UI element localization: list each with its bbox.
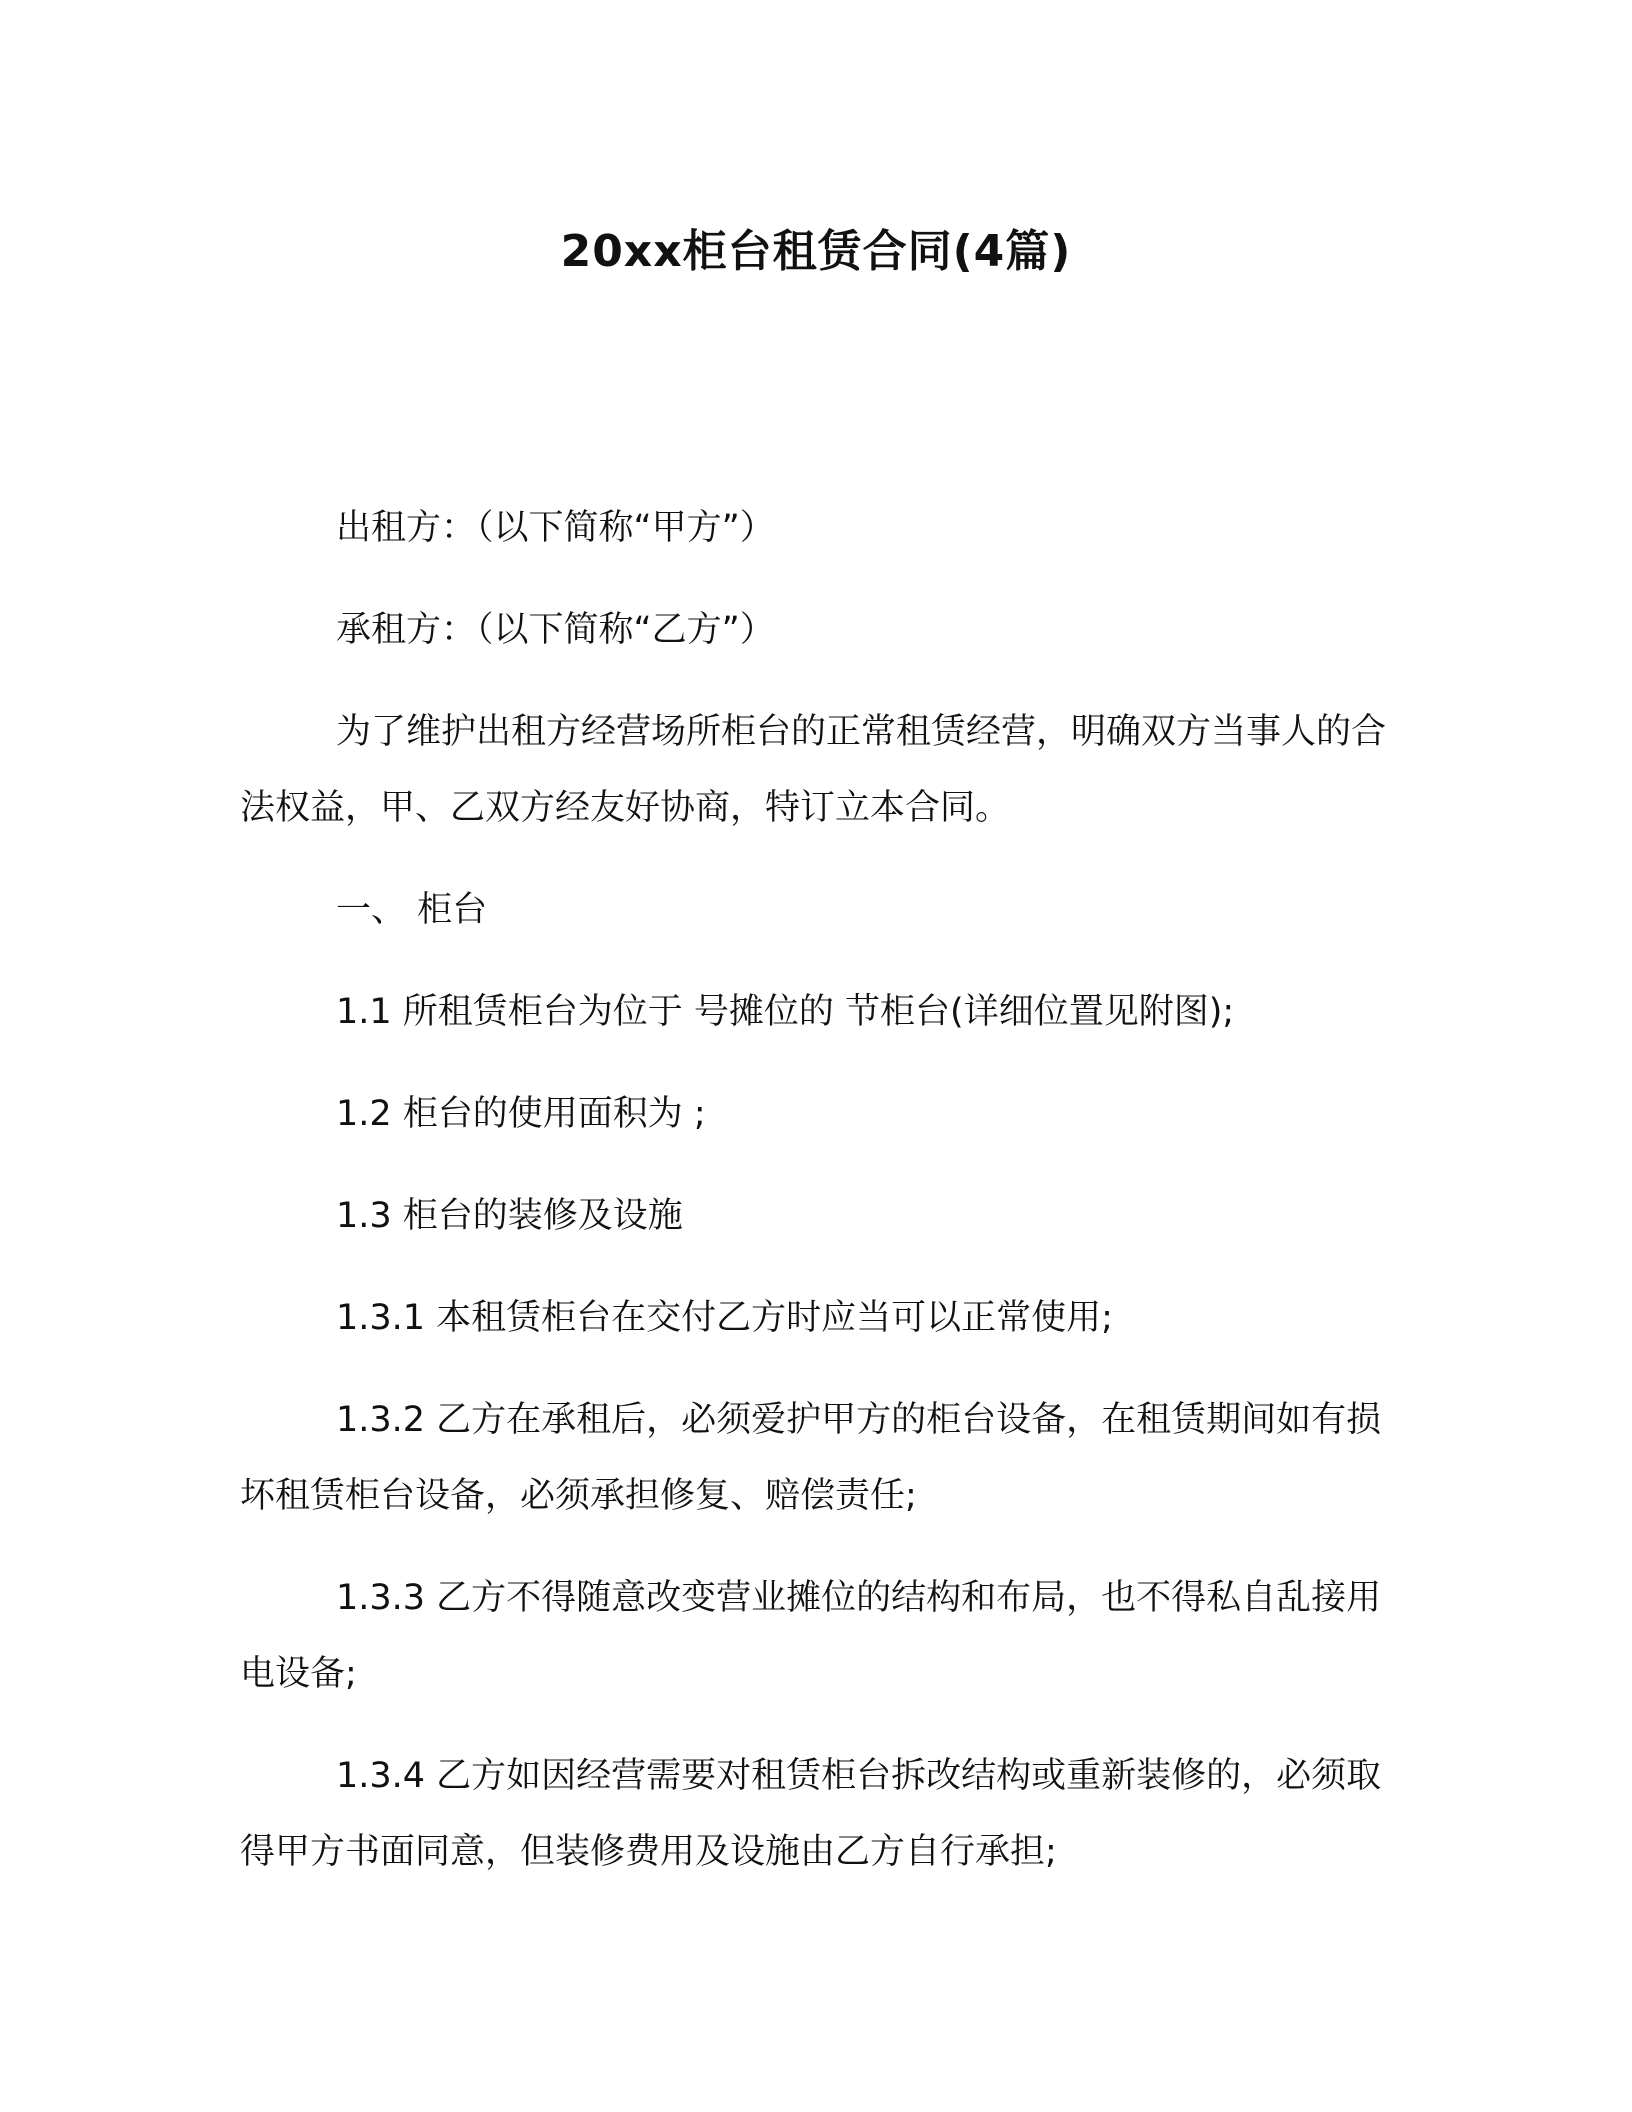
- clause-1-3-4: 1.3.4 乙方如因经营需要对租赁柜台拆改结构或重新装修的，必须取得甲方书面同意，但装修费用及设施由乙方自行承担;: [240, 1756, 1382, 1872]
- clause-1-3-2: 1.3.2 乙方在承租后，必须爱护甲方的柜台设备，在租赁期间如有损坏租赁柜台设备，必须承担修复、赔偿责任;: [240, 1400, 1382, 1516]
- paragraph-lessor: 出租方：（以下简称“甲方”）: [336, 508, 775, 548]
- clause-1-3: 1.3 柜台的装修及设施: [336, 1196, 683, 1236]
- clause-1-2: 1.2 柜台的使用面积为 ;: [336, 1094, 706, 1134]
- clause-1-3-3: 1.3.3 乙方不得随意改变营业摊位的结构和布局，也不得私自乱接用电设备;: [240, 1578, 1382, 1694]
- section-heading-counter: 一、 柜台: [336, 890, 488, 930]
- clause-1-3-1: 1.3.1 本租赁柜台在交付乙方时应当可以正常使用;: [336, 1298, 1113, 1338]
- paragraph-lessee: 承租方：（以下简称“乙方”）: [336, 610, 775, 650]
- clause-1-1: 1.1 所租赁柜台为位于 号摊位的 节柜台(详细位置见附图);: [336, 992, 1235, 1032]
- document-title: 20xx柜台租赁合同(4篇): [560, 226, 1072, 277]
- paragraph-preamble: 为了维护出租方经营场所柜台的正常租赁经营，明确双方当事人的合法权益，甲、乙双方经友好协商，特订立本合同。: [240, 712, 1387, 828]
